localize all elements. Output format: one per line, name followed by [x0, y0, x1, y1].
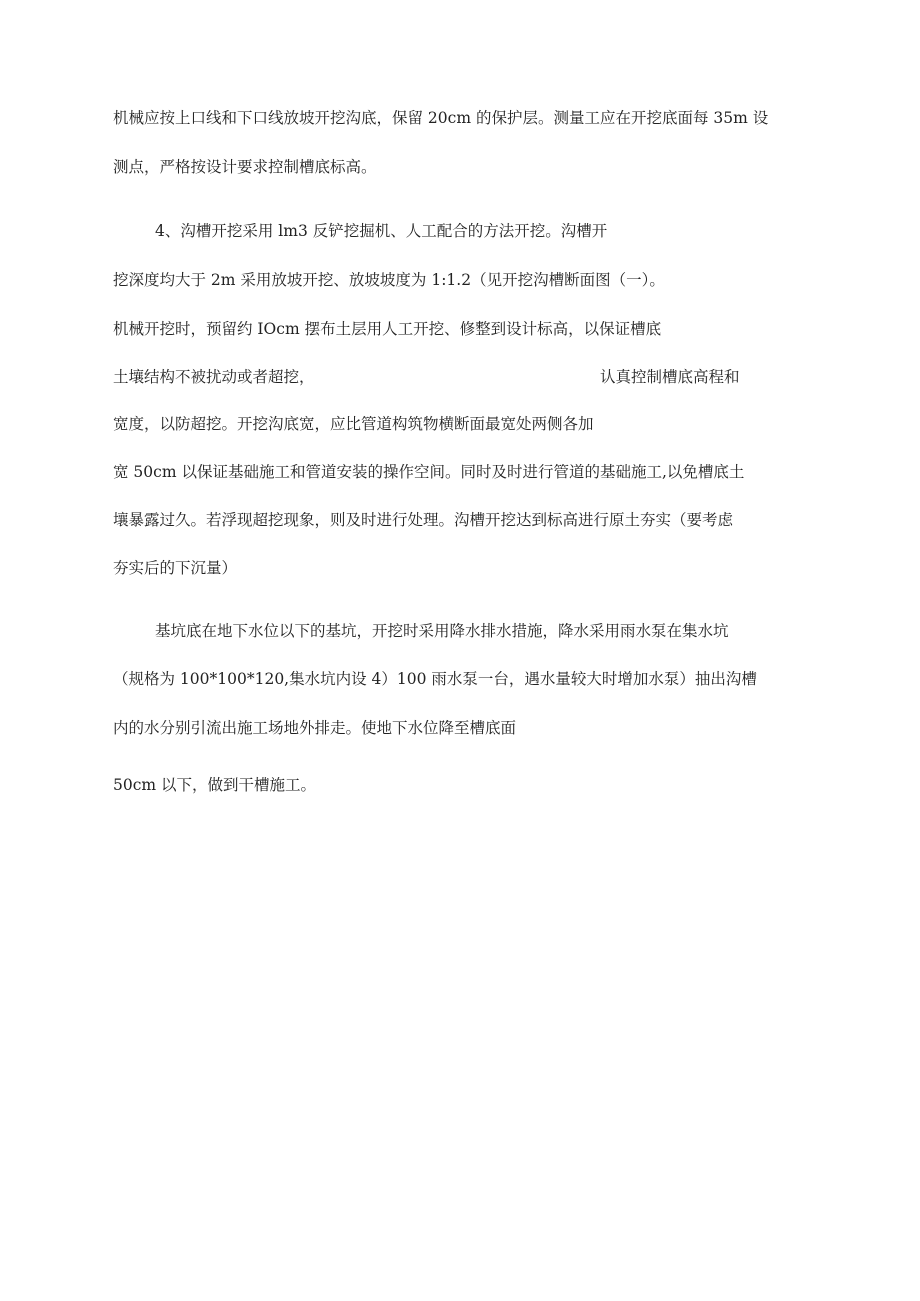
- paragraph-2-line-3: 机械开挖时，预留约 IOcm 摆布土层用人工开挖、修整到设计标高，以保证槽底: [113, 320, 662, 338]
- paragraph-2-line-6: 宽 50cm 以保证基础施工和管道安装的操作空间。同时及时进行管道的基础施工,以免槽底土: [113, 463, 745, 481]
- paragraph-2-line-4: [113, 367, 813, 387]
- paragraph-3-line-1: 基坑底在地下水位以下的基坑，开挖时采用降水排水措施，降水采用雨水泵在集水坑: [155, 622, 729, 640]
- paragraph-3-line-4: 50cm 以下，做到干槽施工。: [113, 776, 317, 794]
- paragraph-2-line-2: 挖深度均大于 2m 采用放坡开挖、放坡坡度为 1:1.2（见开挖沟槽断面图（一）。: [113, 271, 665, 289]
- paragraph-1-line-1: 机械应按上口线和下口线放坡开挖沟底，保留 20cm 的保护层。测量工应在开挖底面每 35m 设: [113, 109, 769, 127]
- paragraph-2-line-5: 宽度，以防超挖。开挖沟底宽，应比管道构筑物横断面最宽处两侧各加: [113, 415, 594, 433]
- paragraph-2-line-1: 4、沟槽开挖采用 lm3 反铲挖掘机、人工配合的方法开挖。沟槽开: [155, 222, 608, 240]
- paragraph-2-line-4-left: 土壤结构不被扰动或者超挖，: [113, 368, 315, 386]
- paragraph-2-line-4-right: 认真控制槽底高程和: [600, 368, 740, 386]
- paragraph-1-line-2: 测点，严格按设计要求控制槽底标高。: [113, 158, 377, 176]
- paragraph-2-line-8: 夯实后的下沉量）: [113, 559, 238, 577]
- paragraph-3-line-3: 内的水分别引流出施工场地外排走。使地下水位降至槽底面: [113, 719, 517, 737]
- paragraph-3-line-2: （规格为 100*100*120,集水坑内设 4）100 雨水泵一台，遇水量较大时增加水泵）抽出沟槽: [113, 670, 757, 688]
- paragraph-2-line-7: 壤暴露过久。若浮现超挖现象，则及时进行处理。沟槽开挖达到标高进行原土夯实（要考虑: [113, 511, 734, 529]
